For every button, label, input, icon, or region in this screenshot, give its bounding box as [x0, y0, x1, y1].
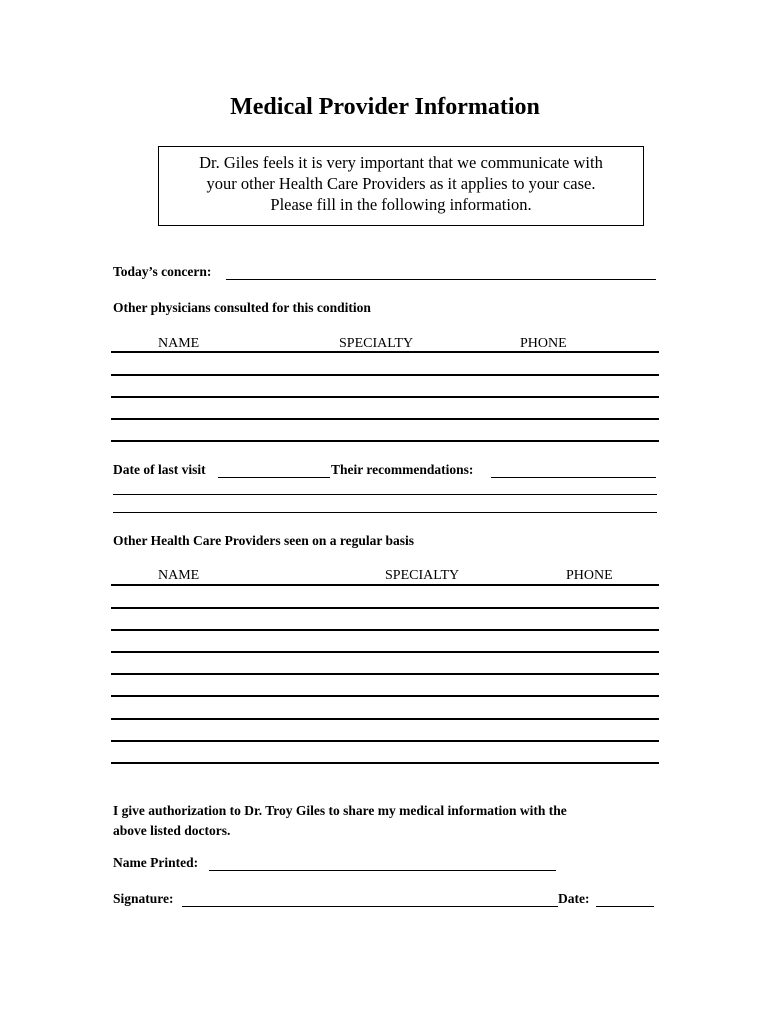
date-label: Date:	[558, 891, 590, 906]
notice-line: Dr. Giles feels it is very important that we communicate with	[199, 153, 603, 172]
notice-line: Please fill in the following information.	[270, 195, 532, 214]
physician-row-line[interactable]	[111, 396, 659, 398]
authorization-line: I give authorization to Dr. Troy Giles to share my medical information with the	[113, 803, 567, 818]
physicians-heading: Other physicians consulted for this condition	[113, 300, 371, 315]
name-printed-label: Name Printed:	[113, 855, 199, 870]
signature-field[interactable]	[182, 906, 558, 907]
recommendations-field[interactable]	[491, 477, 656, 478]
date-last-visit-field[interactable]	[218, 477, 330, 478]
authorization-text	[113, 801, 567, 841]
physician-row-line[interactable]	[111, 418, 659, 420]
providers-header-rule	[111, 584, 659, 586]
provider-row-line[interactable]	[111, 718, 659, 720]
page-title: Medical Provider Information	[230, 94, 540, 120]
physicians-col-specialty: SPECIALTY	[339, 336, 414, 351]
notice-line: your other Health Care Providers as it applies to your case.	[206, 174, 596, 193]
provider-row-line[interactable]	[111, 651, 659, 653]
providers-col-name: NAME	[158, 568, 200, 583]
physician-row-line[interactable]	[111, 440, 659, 442]
provider-row-line[interactable]	[111, 762, 659, 764]
todays-concern-label: Today’s concern:	[113, 264, 212, 279]
provider-row-line[interactable]	[111, 607, 659, 609]
name-printed-field[interactable]	[209, 870, 556, 871]
physicians-col-phone: PHONE	[520, 336, 567, 351]
physicians-header-rule	[111, 351, 659, 353]
providers-heading: Other Health Care Providers seen on a regular basis	[113, 533, 414, 548]
recommendations-line[interactable]	[113, 512, 657, 513]
notice-box	[158, 146, 644, 226]
provider-row-line[interactable]	[111, 695, 659, 697]
todays-concern-field[interactable]	[226, 279, 656, 280]
authorization-line: above listed doctors.	[113, 823, 231, 838]
provider-row-line[interactable]	[111, 740, 659, 742]
date-last-visit-label: Date of last visit	[113, 462, 206, 477]
physician-row-line[interactable]	[111, 374, 659, 376]
providers-col-specialty: SPECIALTY	[385, 568, 460, 583]
date-field[interactable]	[596, 906, 654, 907]
provider-row-line[interactable]	[111, 629, 659, 631]
signature-label: Signature:	[113, 891, 174, 906]
providers-col-phone: PHONE	[566, 568, 613, 583]
provider-row-line[interactable]	[111, 673, 659, 675]
recommendations-label: Their recommendations:	[331, 462, 474, 477]
recommendations-line[interactable]	[113, 494, 657, 495]
physicians-col-name: NAME	[158, 336, 200, 351]
